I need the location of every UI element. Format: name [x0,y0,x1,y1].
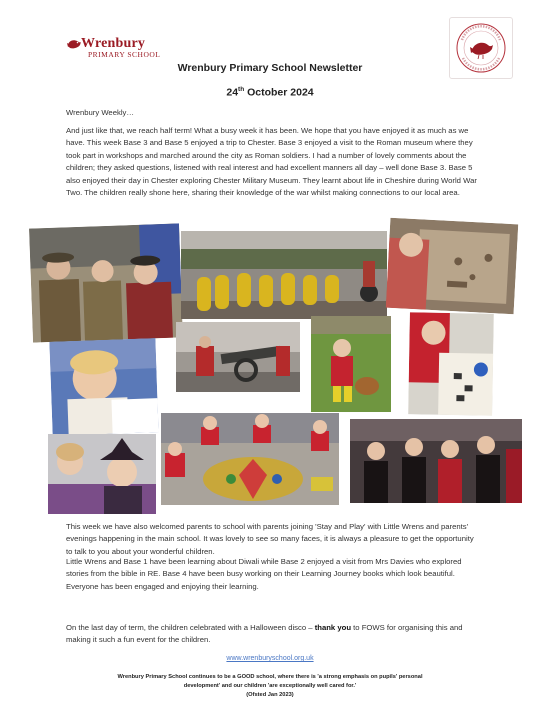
halloween-text-end: to FOWS for organising this and making it such a fun event for the children. [66,623,463,645]
website-link[interactable]: www.wrenburyschool.org.uk [226,655,314,662]
footer-line-3: (Ofsted Jan 2023) [246,692,294,698]
date-rest: October 2024 [244,86,314,99]
paragraph-learning: Little Wrens and Base 1 have been learning about Diwali while Base 2 enjoyed a visit from Mrs Davies who explored stories from the bible in RE. Base 4 have been busy working on their Learning Journey books which look beautiful. Everyone has been engaged and enjoying their learning. [66,557,462,591]
logo-name: Wrenbury [81,36,146,51]
photo-child-garden [311,316,391,412]
photo-disco-adults [350,419,522,503]
photo-art-table [408,312,494,415]
school-logo [66,36,166,58]
paragraph-trip: And just like that, we reach half term! What a busy week it has been. We hope that you have enjoyed it as much as we have. This week Base 3 and Base 5 enjoyed a trip to Chester. Base 3 enjoyed a visit to the Roman museum where they took part in workshops and marched around the city as Roman soldiers. I had a number of lovely comments about the children; they asked questions, listened with real interest and had excellent manners all day – well done Base 3. Base 5 also enjoyed their day in Chester exploring Chester Military Museum. They learnt about life in Cheshire during World War Two. The children really shone here, sharing their knowledge of the war whilst making connections to our local area. [66,126,477,198]
halloween-thank-you: thank you [314,623,352,632]
ofsted-footer [60,673,480,700]
photo-artifacts [386,218,519,315]
date-day: 24 [226,86,239,99]
photo-halloween-girls [48,434,156,514]
date-suffix: th [238,86,245,93]
greeting: Wrenbury Weekly… [66,108,135,117]
paragraph-halloween [66,622,478,647]
paragraph-parents: This week we have also welcomed parents to school with parents joining 'Stay and Play' with Little Wrens and parents' evenings happening in the main school. It was lovely to see so many faces, it is always a pleasure to get the opportunity to talk to you about your wonderful children. [66,522,474,556]
footer-line-2: development' and our children 'are exceptionally well cared for.' [183,683,357,689]
photo-soldiers [29,223,183,342]
photo-museum-tyres [181,231,387,319]
wren-bird-icon [66,37,82,51]
footer-line-1: Wrenbury Primary School continues to be a GOOD school, where there is 'a strong emphasis on pupils' personal [117,674,423,680]
newsletter-title: Wrenbury Primary School Newsletter [177,62,363,74]
photo-diwali-floor [161,413,339,505]
logo-subtitle: PRIMARY SCHOOL [88,50,161,59]
newsletter-date [0,86,540,99]
halloween-text-start: On the last day of term, the children celebrated with a Halloween disco – [66,623,315,632]
photo-cannon [176,322,300,392]
photo-child-writing [49,338,158,436]
